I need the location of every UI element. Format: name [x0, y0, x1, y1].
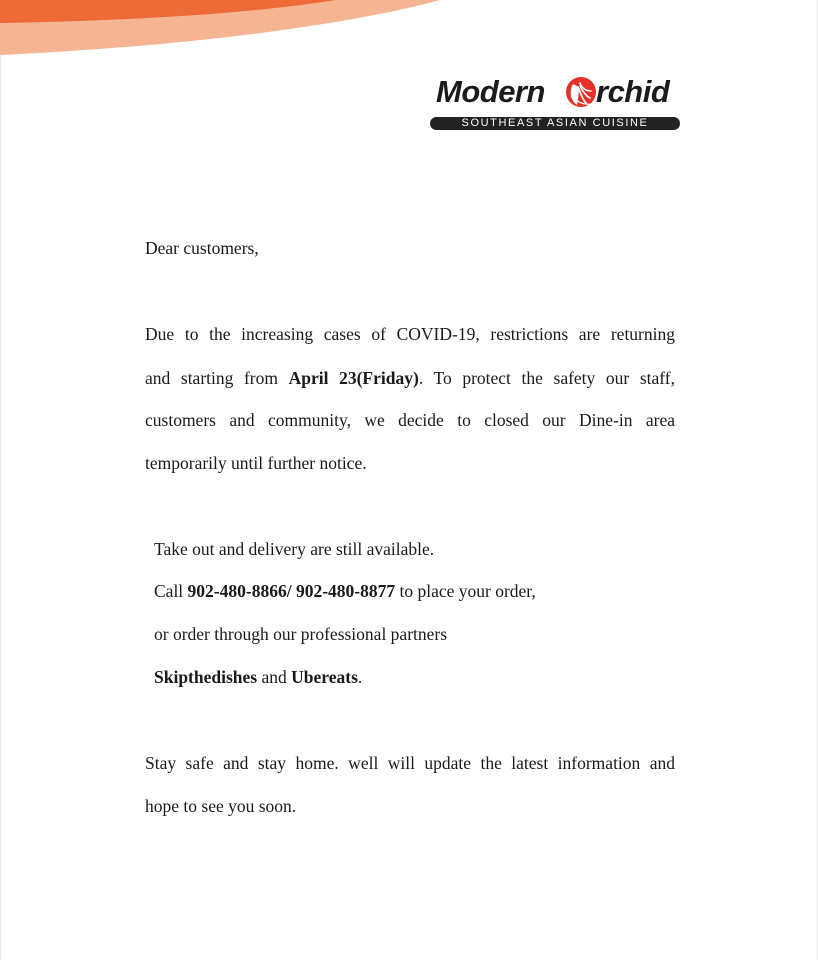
paragraph1-line2 — [145, 366, 675, 390]
paragraph1-line4: temporarily until further notice. — [145, 453, 367, 473]
paragraph2-line3: or order through our professional partners — [154, 624, 448, 644]
orchid-logo-icon — [564, 72, 598, 112]
partner-ubereats: Ubereats — [291, 667, 358, 687]
paragraph2-line2 — [154, 579, 536, 603]
call-text: Call — [154, 581, 188, 601]
header-swoosh-decoration — [0, 0, 818, 60]
closure-date: April 23(Friday) — [288, 368, 419, 388]
line2-text-end: . To protect the safety our staff, — [418, 368, 675, 388]
paragraph3-line2: hope to see you soon. — [145, 796, 297, 816]
logo-tagline: SOUTHEAST ASIAN CUISINE — [430, 117, 680, 130]
partners-and: and — [257, 667, 292, 687]
partners-period: . — [357, 667, 363, 687]
phone-numbers: 902-480-8866/ 902-480-8877 — [187, 581, 396, 601]
paragraph1-line3: customers and community, we decide to closed our Dine-in area — [145, 410, 675, 430]
restaurant-logo — [430, 72, 682, 134]
paragraph2-partners — [154, 665, 362, 689]
logo-word-modern: Modern — [436, 74, 545, 109]
letter-greeting: Dear customers, — [145, 238, 259, 258]
partner-skipthedishes: Skipthedishes — [154, 667, 258, 687]
logo-word-rchid: rchid — [596, 74, 670, 109]
paragraph2-line1: Take out and delivery are still available. — [154, 539, 435, 559]
line2-text-start: and starting from — [145, 368, 289, 388]
paragraph1-line1: Due to the increasing cases of COVID-19, restrictions are returning — [145, 324, 675, 344]
order-text: to place your order, — [395, 581, 536, 601]
paragraph3-line1: Stay safe and stay home. well will update the latest information and — [145, 753, 675, 773]
